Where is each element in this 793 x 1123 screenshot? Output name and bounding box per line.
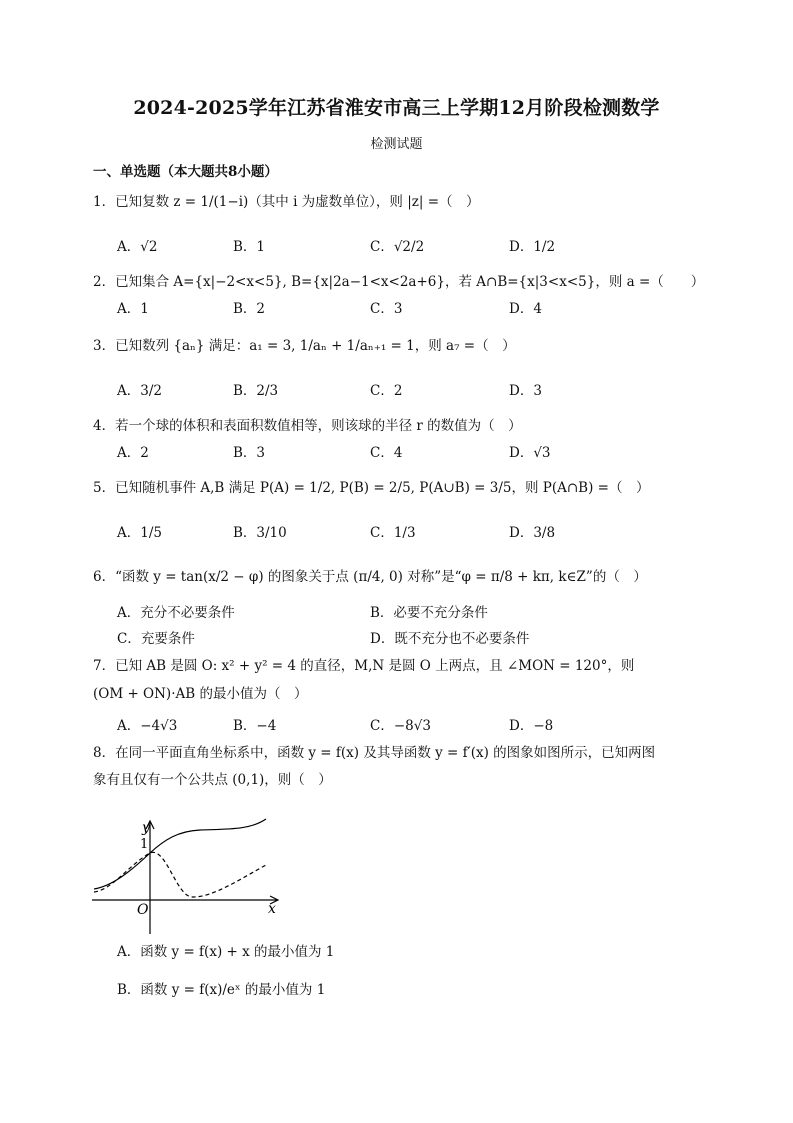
question-3: 3．已知数列 {aₙ} 满足：a₁ = 3, 1/aₙ + 1/aₙ₊₁ = 1，则 a₇ =（ ）	[93, 338, 516, 354]
page-subtitle: 检测试题	[370, 137, 423, 152]
options-q1	[117, 236, 637, 258]
option-d: D．既不充分也不必要条件	[370, 631, 530, 647]
question-8-option-a: A．函数 y = f(x) + x 的最小值为 1	[117, 944, 335, 960]
option-a: A．√2	[117, 239, 158, 255]
option-a: A．−4√3	[117, 718, 178, 734]
f-prime-curve	[94, 852, 266, 897]
function-graph	[92, 816, 282, 936]
option-d: D．√3	[509, 445, 551, 461]
question-8-option-b: B．函数 y = f(x)/eˣ 的最小值为 1	[117, 982, 326, 998]
option-b: B．2	[233, 301, 266, 317]
option-c: C．充要条件	[117, 631, 195, 647]
question-8-line2: 象有且仅有一个公共点 (0,1)，则（ ）	[93, 772, 332, 788]
options-q4	[117, 442, 637, 464]
option-a: A．1/5	[117, 525, 162, 541]
options-q6-row1	[117, 602, 677, 624]
option-b: B．3/10	[233, 525, 287, 541]
option-d: D．3	[509, 383, 542, 399]
options-q2	[117, 298, 637, 320]
question-7-line1: 7．已知 AB 是圆 O: x² + y² = 4 的直径，M,N 是圆 O 上两点，且 ∠MON = 120°，则	[93, 658, 635, 674]
option-d: D．1/2	[509, 239, 556, 255]
options-q3	[117, 380, 637, 402]
page-title: 2024-2025学年江苏省淮安市高三上学期12月阶段检测数学	[133, 97, 660, 119]
option-c: C．−8√3	[370, 718, 431, 734]
option-c: C．√2/2	[370, 239, 425, 255]
y-axis-label: y	[142, 820, 150, 836]
origin-label: O	[137, 902, 149, 918]
question-1: 1．已知复数 z = 1/(1−i)（其中 i 为虚数单位），则 |z| =（ ）	[93, 194, 480, 210]
option-d: D．4	[509, 301, 542, 317]
question-7-line2: (OM + ON)·AB 的最小值为（ ）	[93, 686, 308, 702]
options-q6-row2	[117, 628, 677, 650]
x-axis-label: x	[268, 901, 276, 917]
options-q5	[117, 522, 637, 544]
option-b: B．必要不充分条件	[370, 605, 488, 621]
option-c: C．4	[370, 445, 403, 461]
section-heading: 一、单选题（本大题共8小题）	[93, 164, 278, 180]
option-a: A．充分不必要条件	[117, 605, 235, 621]
option-a: A．3/2	[117, 383, 162, 399]
option-a: A．1	[117, 301, 149, 317]
question-5: 5．已知随机事件 A,B 满足 P(A) = 1/2, P(B) = 2/5, P(A∪B) = 3/5，则 P(A∩B) =（ ）	[93, 480, 650, 496]
option-c: C．2	[370, 383, 403, 399]
point-label: 1	[140, 837, 149, 852]
option-a: A．2	[117, 445, 149, 461]
option-c: C．1/3	[370, 525, 416, 541]
options-q7	[117, 715, 637, 737]
option-b: B．2/3	[233, 383, 279, 399]
question-4: 4．若一个球的体积和表面积数值相等，则该球的半径 r 的数值为（ ）	[93, 418, 522, 434]
option-d: D．−8	[509, 718, 554, 734]
option-b: B．1	[233, 239, 266, 255]
option-b: B．3	[233, 445, 266, 461]
f-curve	[94, 819, 266, 889]
option-c: C．3	[370, 301, 403, 317]
option-d: D．3/8	[509, 525, 556, 541]
question-8-line1: 8．在同一平面直角坐标系中，函数 y = f(x) 及其导函数 y = f′(x) 的图象如图所示，已知两图	[93, 745, 656, 761]
question-2: 2．已知集合 A={x|−2<x<5}, B={x|2a−1<x<2a+6}，若 A∩B={x|3<x<5}，则 a =（ ）	[93, 274, 705, 290]
question-6: 6．“函数 y = tan(x/2 − φ) 的图象关于点 (π/4, 0) 对称”是“φ = π/8 + kπ, k∈Z”的（ ）	[93, 569, 647, 585]
option-b: B．−4	[233, 718, 277, 734]
